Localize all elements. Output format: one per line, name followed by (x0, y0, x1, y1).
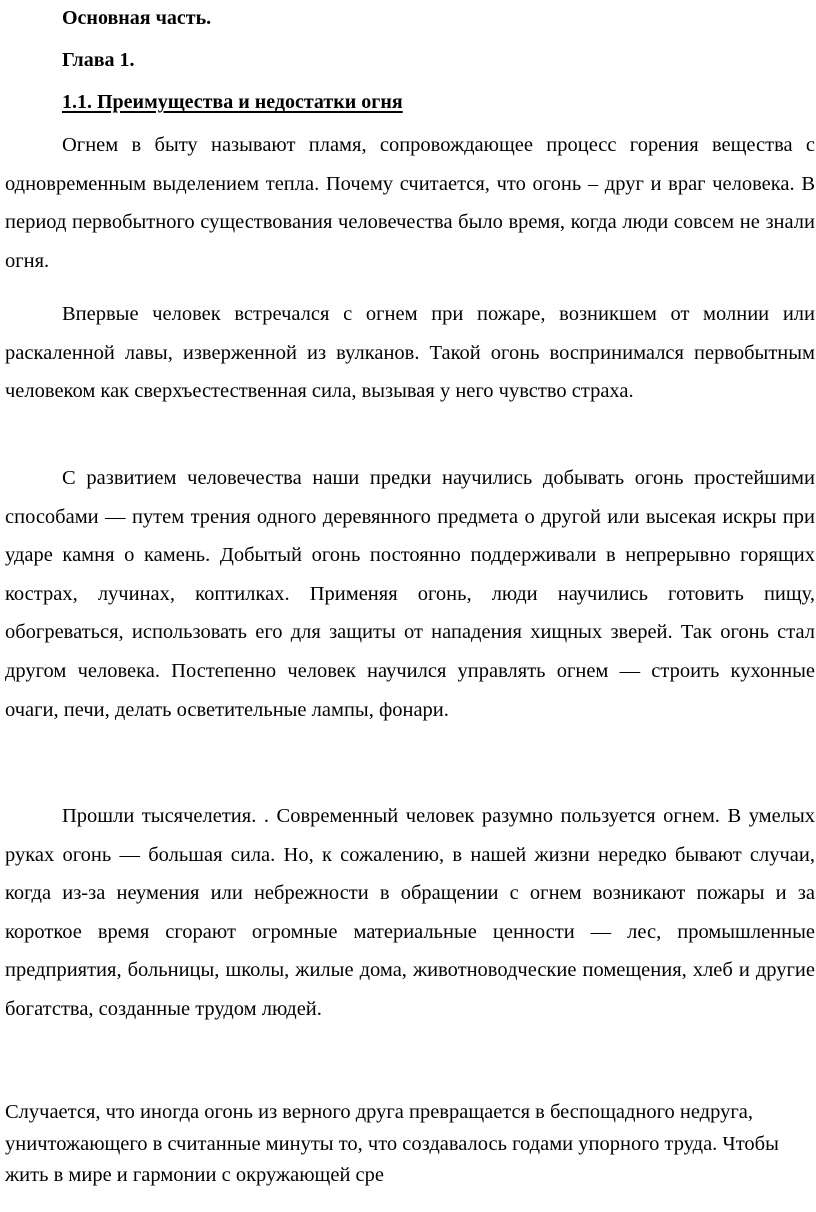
paragraph-4: Прошли тысячелетия. . Современный человек разумно пользуется огнем. В умелых руках огонь — большая сила. Но, к сожалению, в нашей жизни нередко бывают случаи, когда из-за неумения или небрежности в обращении с огнем возникают пожары и за короткое время сгорают огромные материальные ценности — лес, промышленные предприятия, больницы, школы, жилые дома, животноводческие помещения, хлеб и другие богатства, созданные трудом людей. (5, 805, 815, 1020)
main-part-heading: Основная часть. (62, 7, 212, 29)
paragraph-5-truncated: Случается, что иногда огонь из верного друга превращается в беспощадного недруга, уничтожающего в считанные минуты то, что создавалось годами упорного труда. Чтобы жить в мире и гармонии с окружающей сре (5, 1101, 779, 1186)
paragraph-3: С развитием человечества наши предки научились добывать огонь простейшими способами — путем трения одного деревянного предмета о другой или высекая искры при ударе камня о камень. Добытый огонь постоянно поддерживали в непрерывно горящих кострах, лучинах, коптилках. Применяя огонь, люди научились готовить пищу, обогреваться, использовать его для защиты от нападения хищных зверей. Так огонь стал другом человека. Постепенно человек научился управлять огнем — строить кухонные очаги, печи, делать осветительные лампы, фонари. (5, 467, 815, 721)
paragraph-1: Огнем в быту называют пламя, сопровождающее процесс горения вещества с одновременным выделением тепла. Почему считается, что огонь – друг и враг человека. В период первобытного существования человечества было время, когда люди совсем не знали огня. (5, 134, 815, 272)
section-heading: 1.1. Преимущества и недостатки огня (62, 91, 403, 113)
paragraph-2: Впервые человек встречался с огнем при пожаре, возникшем от молнии или раскаленной лавы, изверженной из вулканов. Такой огонь воспринимался первобытным человеком как сверхъестественная сила, вызывая у него чувство страха. (5, 303, 815, 403)
chapter-heading: Глава 1. (62, 49, 135, 71)
